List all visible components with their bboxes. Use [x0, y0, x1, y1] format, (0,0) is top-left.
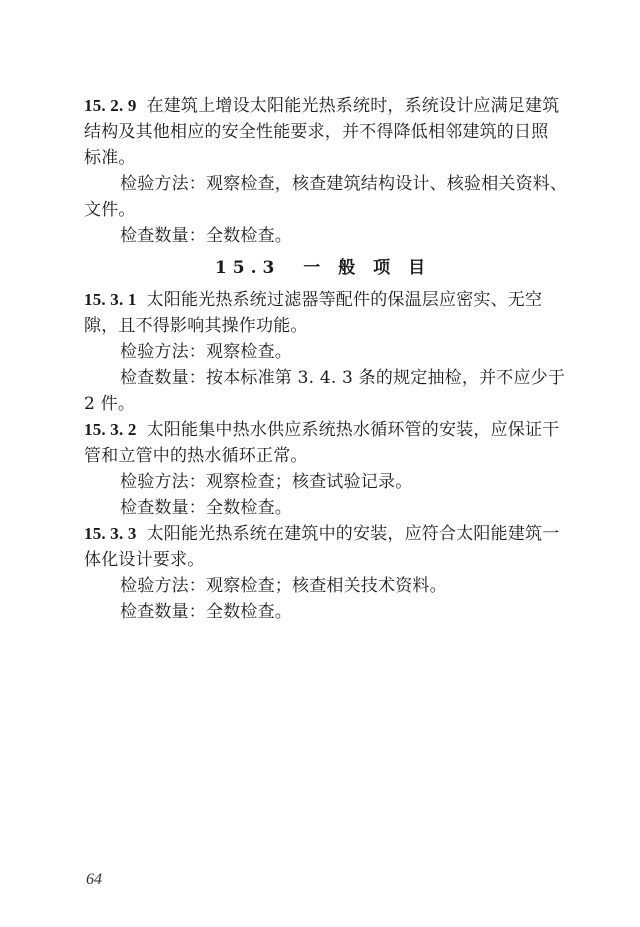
inspection-method-cont: 文件。 [84, 200, 136, 220]
clause-15-2-9-line-3: 标准。 [84, 148, 136, 168]
clause-15-3-2-line-2: 管和立管中的热水循环正常。 [84, 446, 308, 466]
inspection-quantity: 检查数量：全数检查。 [120, 498, 292, 518]
clause-number: 15. 3. 3 [84, 524, 137, 543]
inspection-method: 检验方法：观察检查；核查试验记录。 [120, 472, 413, 492]
inspection-quantity: 检查数量：全数检查。 [120, 226, 292, 246]
page-number: 64 [86, 871, 102, 888]
clause-number: 15. 3. 2 [84, 420, 137, 439]
clause-15-3-1-line-1: 15. 3. 1 太阳能光热系统过滤器等配件的保温层应密实、无空 [84, 290, 543, 310]
inspection-method: 检验方法：观察检查，核查建筑结构设计、核验相关资料、 [120, 174, 568, 194]
inspection-method: 检验方法：观察检查；核查相关技术资料。 [120, 576, 447, 596]
clause-15-3-3-line-2: 体化设计要求。 [84, 550, 205, 570]
clause-15-2-9-line-1: 15. 2. 9 在建筑上增设太阳能光热系统时，系统设计应满足建筑 [84, 96, 560, 116]
clause-15-3-1-line-2: 隙，且不得影响其操作功能。 [84, 316, 308, 336]
clause-15-2-9-line-2: 结构及其他相应的安全性能要求，并不得降低相邻建筑的日照 [84, 122, 549, 142]
inspection-quantity-cont: 2 件。 [84, 394, 136, 414]
section-heading: 15.3 一 般 项 目 [214, 258, 432, 278]
clause-15-3-2-line-1: 15. 3. 2 太阳能集中热水供应系统热水循环管的安装，应保证干 [84, 420, 560, 440]
clause-number: 15. 3. 1 [84, 290, 137, 309]
clause-number: 15. 2. 9 [84, 96, 137, 115]
inspection-quantity: 检查数量：按本标准第 3. 4. 3 条的规定抽检，并不应少于 [120, 368, 566, 388]
clause-15-3-3-line-1: 15. 3. 3 太阳能光热系统在建筑中的安装，应符合太阳能建筑一 [84, 524, 560, 544]
inspection-method: 检验方法：观察检查。 [120, 342, 292, 362]
document-page [84, 93, 568, 625]
inspection-quantity: 检查数量：全数检查。 [120, 602, 292, 622]
